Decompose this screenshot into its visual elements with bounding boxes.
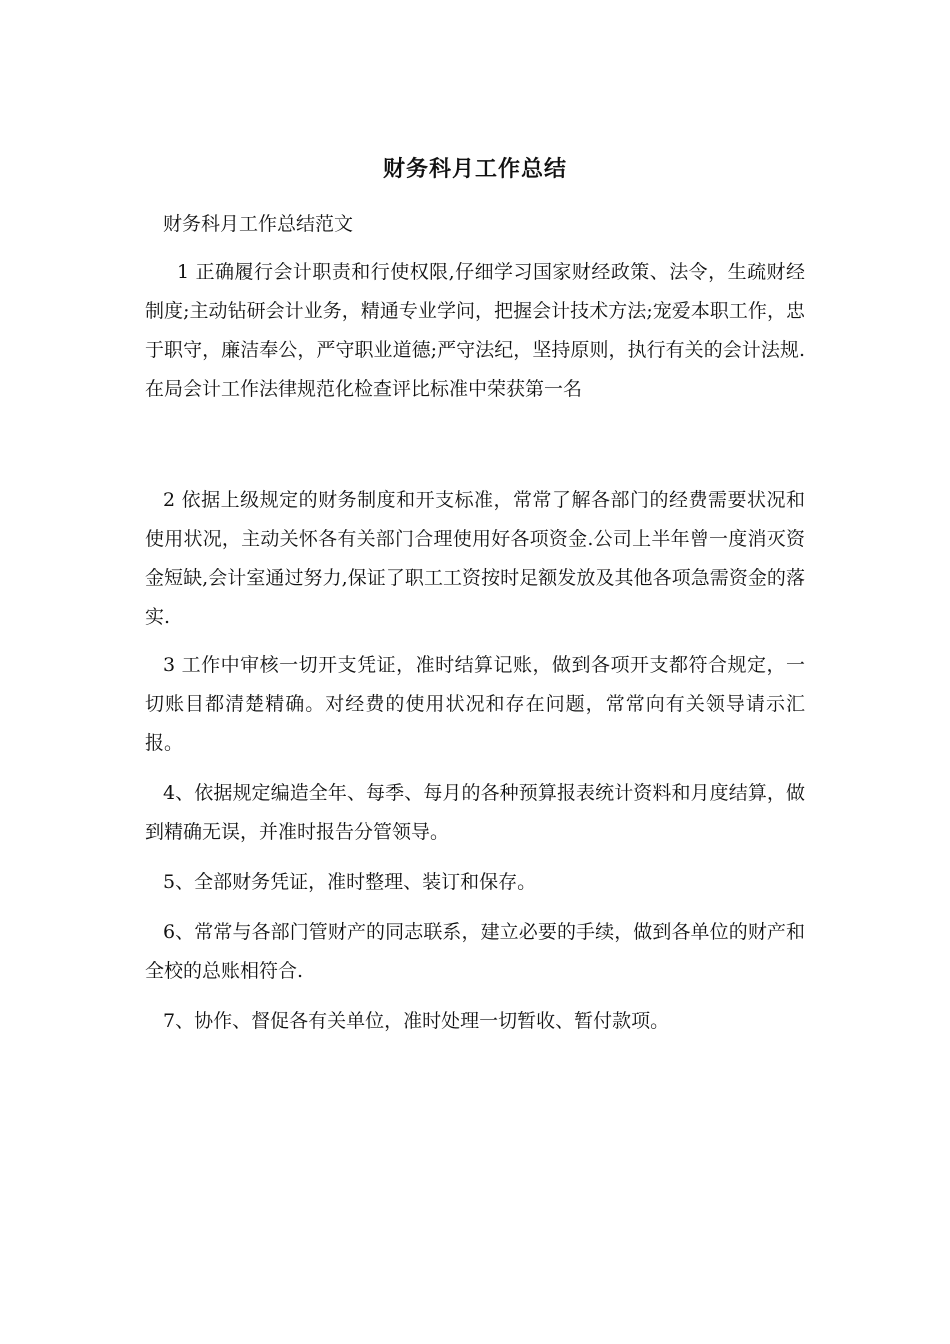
document-body — [145, 205, 805, 1041]
paragraph-1: 1 正确履行会计职责和行使权限,仔细学习国家财经政策、法令，生疏财经制度;主动钻研会计业务，精通专业学问，把握会计技术方法;宠爱本职工作，忠于职守，廉洁奉公，严守职业道德;严守法纪，坚持原则，执行有关的会计法规.在局会计工作法律规范化检查评比标准中荣获第一名 — [145, 261, 805, 400]
paragraph-5: 5、全部财务凭证，准时整理、装订和保存。 — [163, 871, 537, 893]
paragraph-4: 4、依据规定编造全年、每季、每月的各种预算报表统计资料和月度结算，做到精确无误，并准时报告分管领导。 — [145, 782, 805, 843]
paragraph-6: 6、常常与各部门管财产的同志联系，建立必要的手续，做到各单位的财产和全校的总账相符合. — [145, 921, 805, 982]
paragraph-7: 7、协作、督促各有关单位，准时处理一切暂收、暂付款项。 — [163, 1010, 670, 1032]
paragraph-3: 3 工作中审核一切开支凭证，准时结算记账，做到各项开支都符合规定，一切账目都清楚精确。对经费的使用状况和存在问题，常常向有关领导请示汇报。 — [145, 654, 805, 754]
paragraph-2: 2 依据上级规定的财务制度和开支标准，常常了解各部门的经费需要状况和使用状况，主动关怀各有关部门合理使用好各项资金.公司上半年曾一度消灭资金短缺,会计室通过努力,保证了职工工资按时足额发放及其他各项急需资金的落实. — [145, 489, 805, 628]
document-subtitle: 财务科月工作总结范文 — [163, 213, 354, 235]
paragraph-spacer — [145, 409, 805, 481]
page-title: 财务科月工作总结 — [382, 156, 567, 182]
